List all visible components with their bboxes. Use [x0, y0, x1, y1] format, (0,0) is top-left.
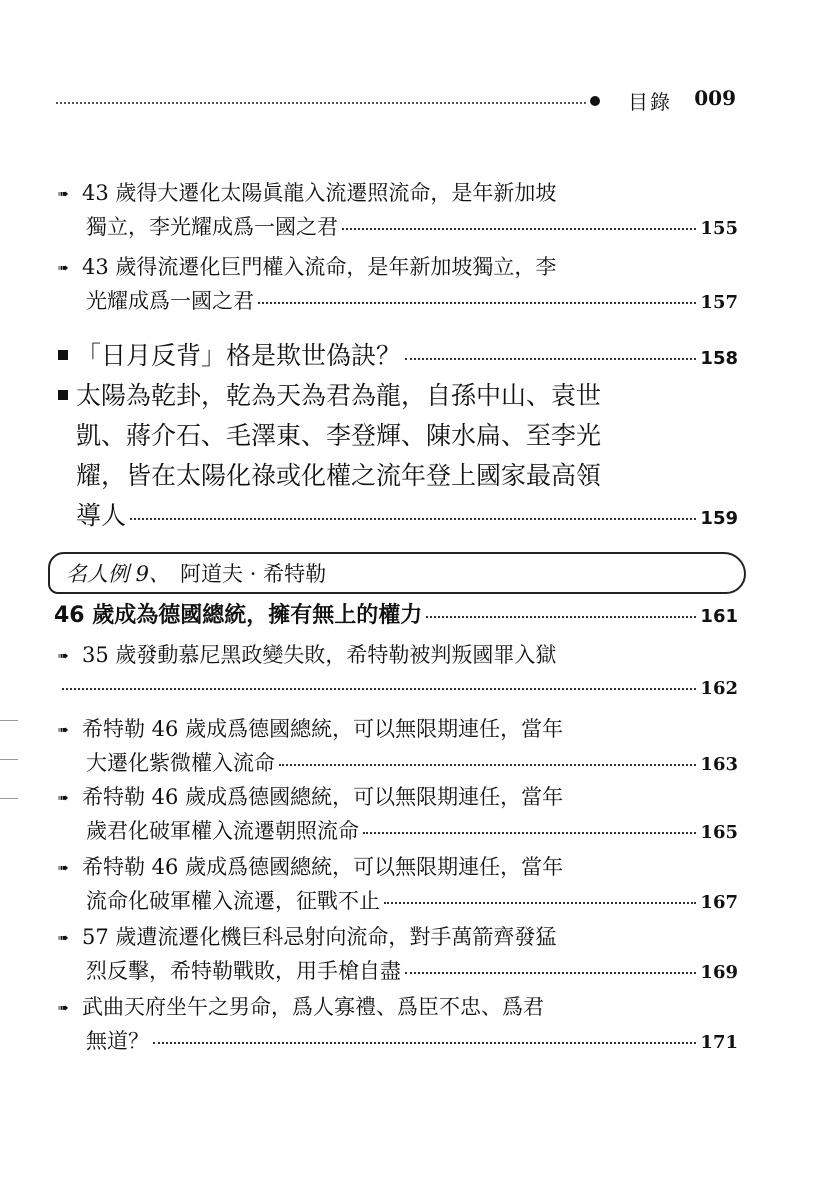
toc-entry[interactable] [58, 990, 738, 1058]
entry-text-line: 「日月反背」格是欺世偽訣？ [76, 341, 402, 370]
toc-entry[interactable] [58, 638, 738, 706]
entry-text-line: 43 歲得大遷化太陽眞龍入流遷照流命，是年新加坡 [82, 181, 557, 205]
square-bullet-icon [58, 350, 68, 360]
entry-page-number: 171 [700, 1032, 738, 1053]
chapter-title[interactable] [54, 598, 738, 634]
toc-entry[interactable] [58, 780, 738, 848]
entry-text-line: 光耀成爲一國之君 [86, 289, 254, 313]
entry-text-line: 凱、蔣介石、毛澤東、李登輝、陳水扁、至李光 [76, 421, 602, 450]
arrow-icon: ➠ [58, 930, 69, 946]
arrow-icon: ➠ [58, 186, 69, 202]
banner-label: 名人例 9、 [66, 562, 171, 586]
entry-page-number: 159 [700, 508, 738, 529]
square-bullet-icon [58, 390, 68, 400]
dot-leader [258, 302, 696, 304]
header-section-title: 目錄 [628, 90, 672, 114]
entry-text-line: 歲君化破軍權入流遷朝照流命 [86, 819, 359, 843]
toc-entry[interactable] [58, 250, 738, 318]
dot-leader [405, 972, 696, 974]
entry-text-line: 流命化破軍權入流遷，征戰不止 [86, 889, 380, 913]
toc-entry[interactable] [58, 376, 738, 536]
entry-page-number: 158 [700, 348, 738, 369]
entry-text-line: 希特勒 46 歲成爲德國總統，可以無限期連任，當年 [82, 785, 564, 809]
entry-page-number: 167 [700, 892, 738, 913]
entry-text-line: 烈反擊，希特勒戰敗，用手槍自盡 [86, 959, 401, 983]
entry-text-line: 武曲天府坐午之男命，爲人寡禮、爲臣不忠、爲君 [82, 995, 544, 1019]
entry-text-line: 希特勒 46 歲成爲德國總統，可以無限期連任，當年 [82, 717, 564, 741]
arrow-icon: ➠ [58, 790, 69, 806]
running-header [56, 86, 736, 116]
entry-text-line: 導人 [76, 501, 127, 530]
entry-text-line: 57 歲遭流遷化機巨科忌射向流命，對手萬箭齊發猛 [82, 925, 557, 949]
entry-page-number: 163 [700, 754, 738, 775]
dot-leader [363, 832, 696, 834]
dot-leader [62, 688, 696, 690]
entry-page-number: 157 [700, 292, 738, 313]
dot-leader [342, 228, 696, 230]
arrow-icon: ➠ [58, 260, 69, 276]
chapter-title-text: 46 歲成為德國總統，擁有無上的權力 [54, 603, 423, 628]
scan-margin-marks [0, 720, 20, 837]
dot-leader [384, 902, 696, 904]
dot-leader [279, 764, 696, 766]
entry-text-line: 耀，皆在太陽化祿或化權之流年登上國家最高領 [76, 461, 602, 490]
entry-page-number: 162 [700, 678, 738, 699]
entry-text-line: 希特勒 46 歲成爲德國總統，可以無限期連任，當年 [82, 855, 564, 879]
entry-page-number: 165 [700, 822, 738, 843]
entry-text-line: 43 歲得流遷化巨門權入流命，是年新加坡獨立，李 [82, 255, 557, 279]
dot-leader [153, 1042, 696, 1044]
toc-entry[interactable] [58, 176, 738, 244]
entry-text-line: 無道？ [86, 1029, 149, 1053]
entry-text-line: 太陽為乾卦，乾為天為君為龍，自孫中山、袁世 [76, 381, 602, 410]
toc-entry[interactable] [58, 336, 738, 376]
arrow-icon: ➠ [58, 722, 69, 738]
dot-leader [426, 616, 696, 618]
banner-name: 阿道夫 · 希特勒 [180, 562, 327, 586]
entry-text-line: 35 歲發動慕尼黑政變失敗，希特勒被判叛國罪入獄 [82, 643, 557, 667]
chapter-banner [48, 552, 746, 594]
header-dotted-rule [56, 102, 586, 104]
entry-page-number: 169 [700, 962, 738, 983]
arrow-icon: ➠ [58, 860, 69, 876]
dot-leader [405, 358, 696, 360]
toc-entry[interactable] [58, 850, 738, 918]
entry-text-line: 獨立，李光耀成爲一國之君 [86, 215, 338, 239]
arrow-icon: ➠ [58, 1000, 69, 1016]
header-bullet-icon [590, 96, 600, 106]
toc-entry[interactable] [58, 712, 738, 780]
entry-text-line: 大遷化紫微權入流命 [86, 751, 275, 775]
entry-page-number: 161 [700, 606, 738, 627]
entry-page-number: 155 [700, 218, 738, 239]
arrow-icon: ➠ [58, 648, 69, 664]
header-page-number: 009 [694, 86, 736, 110]
dot-leader [130, 518, 696, 520]
toc-entry[interactable] [58, 920, 738, 988]
